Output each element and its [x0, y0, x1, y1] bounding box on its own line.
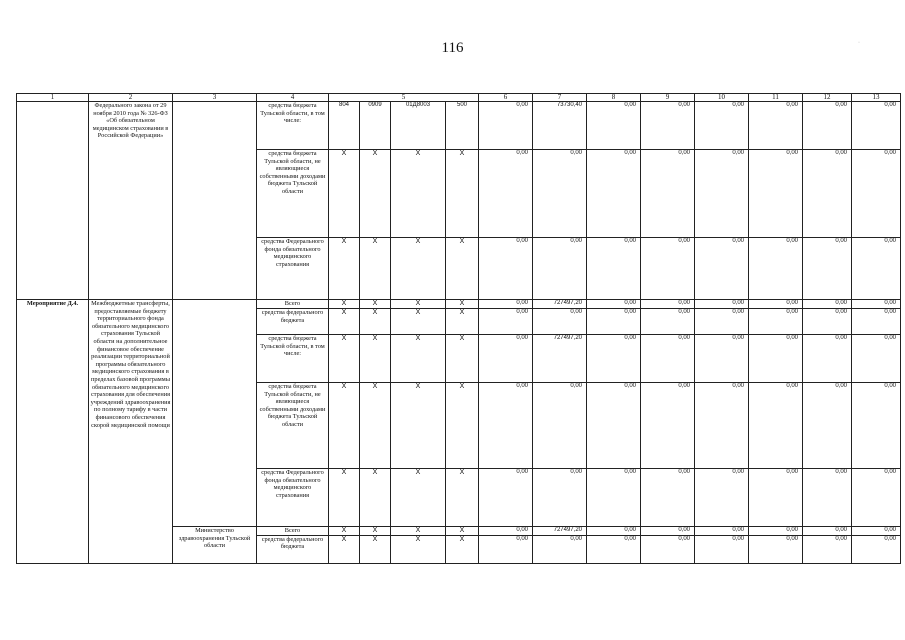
value-cell: 0,00: [641, 238, 695, 300]
value-cell: 0,00: [587, 335, 641, 383]
value-cell: 73730,40: [533, 102, 587, 150]
value-cell: 0,00: [533, 309, 587, 335]
funding-source: средства федерального бюджета: [257, 309, 329, 335]
value-cell: 0,00: [479, 238, 533, 300]
value-cell: 0,00: [641, 102, 695, 150]
code-grbs: X: [329, 335, 360, 383]
funding-source: средства федерального бюджета: [257, 535, 329, 563]
header-cell: 13: [852, 94, 901, 102]
code-rzpr: 0909: [360, 102, 391, 150]
value-cell: 0,00: [803, 238, 852, 300]
funding-source: средства бюджета Тульской области, не являющиеся собственными доходами бюджета Тульской области: [257, 150, 329, 238]
code-vr: X: [446, 238, 479, 300]
value-cell: 0,00: [852, 309, 901, 335]
header-cell: 10: [695, 94, 749, 102]
value-cell: 0,00: [587, 469, 641, 527]
value-cell: 0,00: [749, 102, 803, 150]
header-cell: 1: [17, 94, 89, 102]
value-cell: 0,00: [695, 527, 749, 536]
value-cell: 0,00: [695, 300, 749, 309]
value-cell: 0,00: [803, 102, 852, 150]
code-csr: X: [391, 335, 446, 383]
code-rzpr: X: [360, 150, 391, 238]
header-cell: 4: [257, 94, 329, 102]
code-vr: X: [446, 309, 479, 335]
value-cell: 0,00: [852, 527, 901, 536]
budget-table: [16, 93, 901, 564]
value-cell: 0,00: [587, 309, 641, 335]
value-cell: 0,00: [533, 383, 587, 469]
code-rzpr: X: [360, 535, 391, 563]
value-cell: 0,00: [533, 469, 587, 527]
code-rzpr: X: [360, 309, 391, 335]
code-grbs: X: [329, 527, 360, 536]
value-cell: 0,00: [695, 383, 749, 469]
code-csr: X: [391, 300, 446, 309]
value-cell: 0,00: [803, 535, 852, 563]
value-cell: 0,00: [749, 300, 803, 309]
code-grbs: 804: [329, 102, 360, 150]
value-cell: 0,00: [641, 150, 695, 238]
value-cell: 0,00: [803, 309, 852, 335]
value-cell: 0,00: [695, 309, 749, 335]
value-cell: 0,00: [695, 102, 749, 150]
value-cell: 0,00: [749, 527, 803, 536]
value-cell: 0,00: [803, 335, 852, 383]
code-csr: X: [391, 527, 446, 536]
value-cell: 0,00: [641, 300, 695, 309]
code-grbs: X: [329, 309, 360, 335]
value-cell: 0,00: [587, 535, 641, 563]
value-cell: 0,00: [749, 150, 803, 238]
value-cell: 0,00: [695, 469, 749, 527]
header-cell: 12: [803, 94, 852, 102]
value-cell: 0,00: [749, 383, 803, 469]
header-cell: 7: [533, 94, 587, 102]
value-cell: 0,00: [852, 335, 901, 383]
code-csr: X: [391, 383, 446, 469]
value-cell: 0,00: [852, 238, 901, 300]
value-cell: 0,00: [695, 335, 749, 383]
value-cell: 0,00: [852, 102, 901, 150]
measure-description: Федерального закона от 29 ноября 2010 года № 326-ФЗ «Об обязательном медицинском страховании в Российской Федерации»: [89, 102, 173, 300]
code-grbs: X: [329, 300, 360, 309]
header-cell: 2: [89, 94, 173, 102]
value-cell: 0,00: [749, 469, 803, 527]
value-cell: 0,00: [852, 150, 901, 238]
value-cell: 0,00: [749, 309, 803, 335]
value-cell: 0,00: [803, 150, 852, 238]
code-grbs: X: [329, 469, 360, 527]
value-cell: 0,00: [479, 527, 533, 536]
code-vr: X: [446, 383, 479, 469]
header-row: [17, 94, 901, 102]
value-cell: 0,00: [479, 150, 533, 238]
value-cell: 0,00: [533, 535, 587, 563]
header-cell: 6: [479, 94, 533, 102]
value-cell: 0,00: [533, 150, 587, 238]
code-csr: X: [391, 238, 446, 300]
page-number: 116: [441, 40, 464, 56]
code-rzpr: X: [360, 383, 391, 469]
header-cell: 3: [173, 94, 257, 102]
value-cell: 0,00: [587, 102, 641, 150]
value-cell: 0,00: [749, 535, 803, 563]
funding-source: средства Федерального фонда обязательного медицинского страхования: [257, 238, 329, 300]
code-vr: X: [446, 527, 479, 536]
value-cell: 727497,20: [533, 300, 587, 309]
funding-source: Всего: [257, 300, 329, 309]
header-cell: 8: [587, 94, 641, 102]
code-vr: 500: [446, 102, 479, 150]
value-cell: 0,00: [479, 383, 533, 469]
code-csr: X: [391, 309, 446, 335]
value-cell: 0,00: [749, 238, 803, 300]
value-cell: 0,00: [695, 150, 749, 238]
value-cell: 0,00: [641, 383, 695, 469]
value-cell: 0,00: [587, 527, 641, 536]
code-vr: X: [446, 150, 479, 238]
value-cell: 0,00: [479, 309, 533, 335]
code-vr: X: [446, 469, 479, 527]
value-cell: 0,00: [533, 238, 587, 300]
code-rzpr: X: [360, 300, 391, 309]
value-cell: 0,00: [852, 535, 901, 563]
value-cell: 0,00: [803, 527, 852, 536]
table-row: [17, 300, 901, 309]
code-grbs: X: [329, 238, 360, 300]
value-cell: 0,00: [695, 535, 749, 563]
value-cell: 0,00: [803, 469, 852, 527]
table-row: [17, 102, 901, 150]
value-cell: 0,00: [641, 469, 695, 527]
code-vr: X: [446, 335, 479, 383]
code-csr: X: [391, 535, 446, 563]
code-rzpr: X: [360, 335, 391, 383]
funding-source: Всего: [257, 527, 329, 536]
value-cell: 0,00: [852, 383, 901, 469]
value-cell: 0,00: [479, 102, 533, 150]
value-cell: 0,00: [479, 300, 533, 309]
value-cell: 0,00: [803, 300, 852, 309]
value-cell: 0,00: [749, 335, 803, 383]
value-cell: 0,00: [587, 383, 641, 469]
value-cell: 0,00: [587, 238, 641, 300]
header-cell: 5: [329, 94, 479, 102]
scan-speck: ·: [858, 40, 860, 46]
code-grbs: X: [329, 535, 360, 563]
value-cell: 0,00: [803, 383, 852, 469]
header-cell: 9: [641, 94, 695, 102]
value-cell: 0,00: [641, 535, 695, 563]
executor-cell: [173, 300, 257, 527]
value-cell: 0,00: [852, 300, 901, 309]
value-cell: 0,00: [641, 335, 695, 383]
code-csr: X: [391, 150, 446, 238]
value-cell: 727497,20: [533, 527, 587, 536]
value-cell: 0,00: [479, 335, 533, 383]
value-cell: 0,00: [641, 309, 695, 335]
code-vr: X: [446, 535, 479, 563]
value-cell: 0,00: [695, 238, 749, 300]
value-cell: 0,00: [479, 535, 533, 563]
value-cell: 0,00: [852, 469, 901, 527]
measure-cell: [17, 102, 89, 300]
value-cell: 0,00: [641, 527, 695, 536]
code-csr: 01Д8003: [391, 102, 446, 150]
code-rzpr: X: [360, 527, 391, 536]
code-rzpr: X: [360, 469, 391, 527]
code-grbs: X: [329, 383, 360, 469]
funding-source: средства бюджета Тульской области, не являющиеся собственными доходами бюджета Тульской области: [257, 383, 329, 469]
code-rzpr: X: [360, 238, 391, 300]
executor-cell: Министерство здравоохранения Тульской области: [173, 527, 257, 564]
value-cell: 727497,20: [533, 335, 587, 383]
code-vr: X: [446, 300, 479, 309]
code-grbs: X: [329, 150, 360, 238]
measure-label: Мероприятие Д.4.: [17, 300, 89, 564]
code-csr: X: [391, 469, 446, 527]
executor-cell: [173, 102, 257, 300]
header-cell: 11: [749, 94, 803, 102]
value-cell: 0,00: [587, 150, 641, 238]
measure-description: Межбюджетные трансферты, предоставляемые бюджету территориального фонда обязательного медицинского страхования Тульской области на дополнительное финансовое обеспечение реализации территориальной программы обязательного медицинского страхования в пределах базовой программы обязательного медицинского страхования для обеспечения учреждений здравоохранения по полному тарифу в части финансового обеспечения скорой медицинской помощи: [89, 300, 173, 564]
funding-source: средства бюджета Тульской области, в том числе:: [257, 335, 329, 383]
funding-source: средства Федерального фонда обязательного медицинского страхования: [257, 469, 329, 527]
funding-source: средства бюджета Тульской области, в том числе:: [257, 102, 329, 150]
value-cell: 0,00: [479, 469, 533, 527]
value-cell: 0,00: [587, 300, 641, 309]
